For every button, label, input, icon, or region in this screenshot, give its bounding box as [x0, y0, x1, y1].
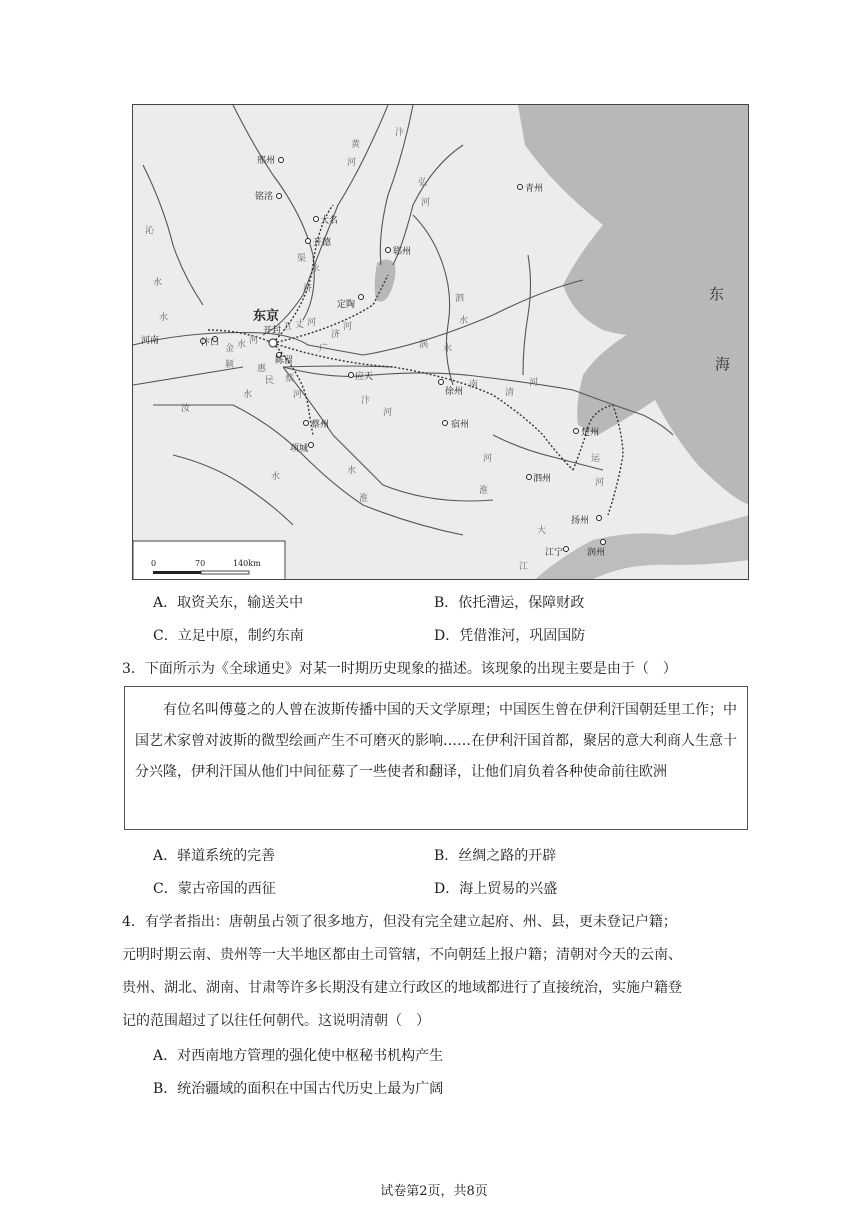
q3-option-b: B．丝绸之路的开辟	[434, 848, 557, 864]
q3-option-c: C．蒙古帝国的西征	[153, 881, 276, 897]
place-yingtian: 应天	[355, 372, 374, 382]
place-sizhou: 泗州	[533, 474, 552, 484]
river-label: 河	[293, 390, 303, 400]
place-xuzhou: 徐州	[445, 387, 464, 397]
sea-label-east: 东	[709, 285, 725, 303]
canal-map	[132, 104, 749, 580]
river-label: 惠	[257, 364, 267, 374]
place-runzhou: 润州	[587, 548, 606, 558]
place-caizhou: 蔡州	[311, 420, 330, 430]
q2-option-a: A．取资关东，输送关中	[153, 595, 304, 611]
river-label: 水	[443, 344, 453, 354]
river-label: 江	[519, 562, 529, 572]
river-label: 黄	[351, 140, 361, 150]
river-label: 金	[225, 344, 235, 354]
q4-stem-line-1: 4．有学者指出：唐朝虽占领了很多地方，但没有完全建立起府、州、县，更未登记户籍；	[122, 914, 677, 930]
river-label: 河	[483, 454, 493, 464]
q4-stem-line-4: 记的范围超过了以往任何朝代。这说明清朝（ ）	[122, 1013, 430, 1029]
q3-option-d: D．海上贸易的兴盛	[434, 881, 558, 897]
river-label: 河	[421, 198, 431, 208]
river-label: 河	[307, 318, 317, 328]
river-label: 河	[529, 378, 539, 388]
place-jiangning: 江宁	[545, 548, 564, 558]
place-chuzhou: 楚州	[581, 428, 600, 438]
q3-stem: 3．下面所示为《全球通史》对某一时期历史现象的描述。该现象的出现主要是由于（ ）	[122, 661, 677, 677]
sea-label-sea: 海	[715, 355, 731, 373]
river-label: 泗	[455, 294, 465, 304]
scale-label-end: 140km	[233, 559, 261, 568]
q2-option-d: D．凭借淮河，巩固国防	[434, 628, 586, 644]
q4-stem-line-2: 元明时期云南、贵州等一大半地区都由土司管辖，不向朝廷上报户籍；清朝对今天的云南、	[122, 947, 682, 963]
q4-option-b: B．统治疆域的面积在中国古代历史上最为广阔	[153, 1081, 444, 1097]
river-label: 弘	[418, 178, 428, 188]
river-label: 汝	[181, 404, 191, 414]
river-label: 渠	[297, 254, 307, 264]
river-label: 河	[249, 336, 259, 346]
q2-option-b: B．依托漕运，保障财政	[434, 595, 585, 611]
river-label: 水	[243, 390, 253, 400]
place-xiangcheng: 项城	[290, 444, 309, 454]
river-label: 水	[159, 313, 169, 323]
place-qingzhou: 青州	[525, 184, 544, 194]
q2-option-c: C．立足中原，制约东南	[153, 628, 304, 644]
river-label: 沁	[145, 226, 155, 236]
river-label: 河	[347, 158, 357, 168]
scale-bar-1	[153, 571, 201, 574]
place-dingtao: 定陶	[337, 300, 356, 310]
river-label: 河	[343, 322, 353, 332]
scale-bar-2	[201, 571, 249, 574]
river-label: 河	[595, 478, 605, 488]
place-daming: 大名	[320, 216, 339, 226]
place-yangzhou: 扬州	[571, 516, 590, 526]
river-label: 济	[303, 284, 313, 294]
river-label: 民	[265, 376, 275, 386]
q3-quote-text: 有位名叫傅蔓之的人曾在波斯传播中国的天文学原理；中国医生曾在伊利汗国朝廷里工作；中国艺术家曾对波斯的微型绘画产生不可磨灭的影响……在伊利汗国首都，聚居的意大利商人生意十分兴隆，伊利汗国从他们中间征募了一些使者和翻译，让他们肩负着各种使命前往欧洲	[135, 702, 737, 780]
place-xingzhou: 邢州	[257, 156, 276, 166]
q4-stem-line-3: 贵州、湖北、湖南、甘肃等许多长期没有建立行政区的地域都进行了直接统治，实施户籍登	[122, 980, 682, 996]
river-label: 淮	[479, 486, 489, 496]
river-label: 淮	[359, 494, 369, 504]
place-dongjing: 东京	[253, 309, 280, 324]
river-label: 水	[347, 466, 357, 476]
river-label: 水	[459, 316, 469, 326]
river-label: 蔡	[285, 374, 295, 384]
river-label: 丈	[295, 320, 305, 330]
river-label: 汴	[395, 128, 405, 138]
place-kaifeng: 开封	[263, 326, 282, 336]
river-label: 水	[153, 278, 163, 288]
river-label: 大	[537, 526, 547, 536]
river-label: 水	[237, 340, 247, 350]
river-label: 汴	[361, 396, 371, 406]
river-label: 涡	[419, 340, 429, 350]
river-label: 广	[319, 344, 329, 354]
place-mingzhou: 铭洺	[255, 192, 274, 202]
river-label: 运	[591, 454, 601, 464]
river-label: 济	[331, 330, 341, 340]
place-chenliu: 陈留	[275, 356, 294, 366]
place-xukou: 汴口	[201, 338, 220, 348]
river-label: 五	[283, 322, 293, 332]
river-label: 水	[271, 472, 281, 482]
place-kaide: 开德	[313, 238, 332, 248]
river-label: 颍	[225, 360, 235, 370]
river-label: 永	[311, 264, 321, 274]
q4-option-a: A．对西南地方管理的强化使中枢秘书机构产生	[153, 1048, 444, 1064]
place-henan: 河南	[141, 336, 160, 346]
place-yunzhou: 郓州	[393, 247, 412, 257]
scale-label-zero: 0	[151, 559, 157, 568]
page-footer: 试卷第2页，共8页	[380, 1184, 488, 1199]
river-label: 河	[383, 408, 393, 418]
river-label: 南	[469, 380, 479, 390]
lake	[375, 259, 396, 301]
place-suzhou: 宿州	[451, 420, 470, 430]
q3-quote-box	[124, 686, 748, 830]
scale-label-mid: 70	[195, 559, 206, 568]
river-label: 清	[505, 388, 515, 398]
q3-option-a: A．驿道系统的完善	[153, 848, 276, 864]
